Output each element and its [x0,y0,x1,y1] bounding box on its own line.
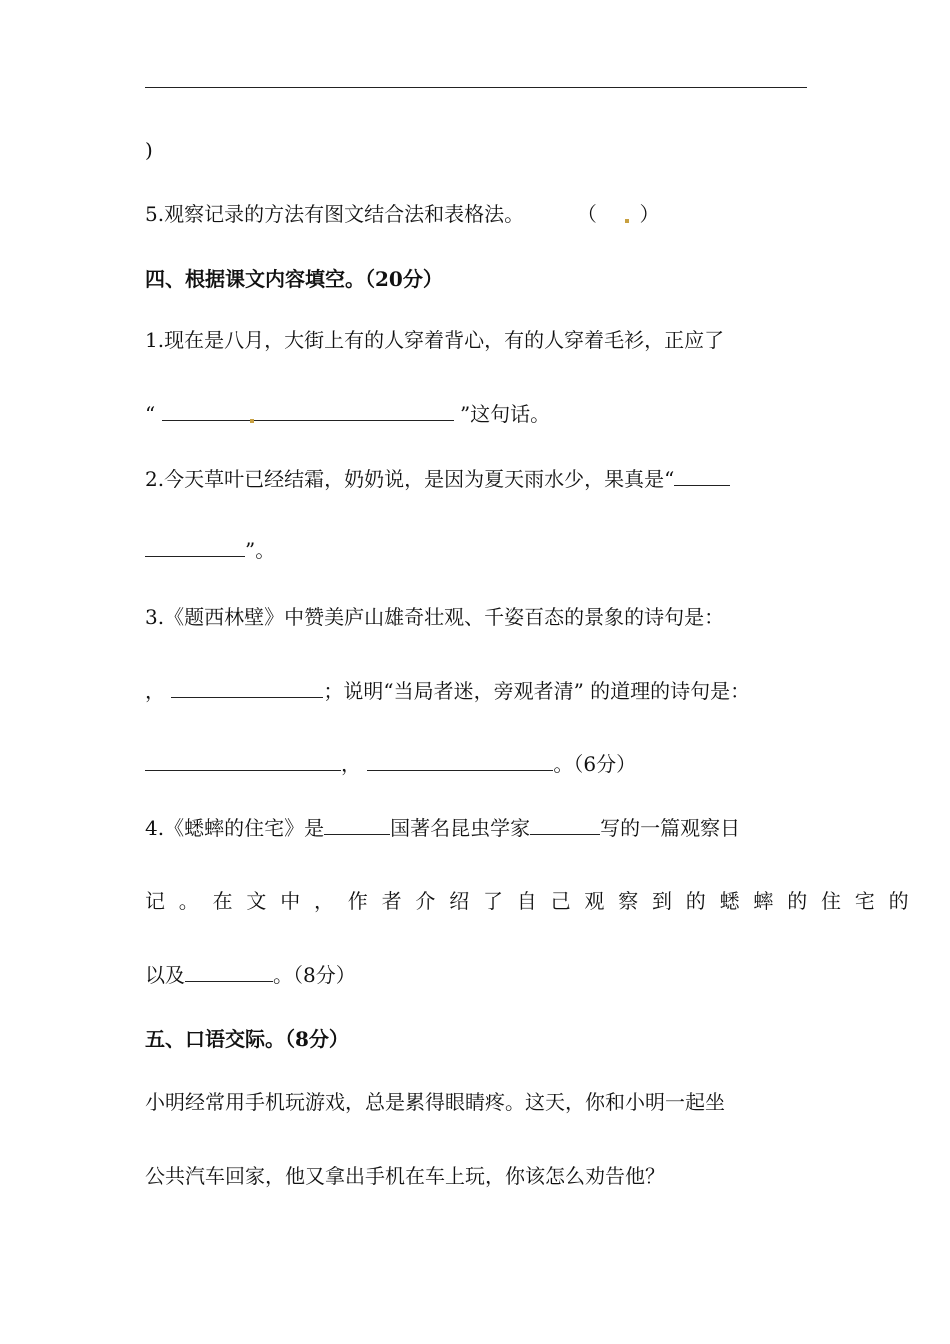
section-4-title: 四、根据课文内容填空。（20分） [145,267,443,291]
question-4-4-line-3 [145,961,815,989]
question-4-1-line-1: 1.现在是八月，大街上有的人穿着背心，有的人穿着毛衫，正应了 [145,328,725,352]
fill-blank-4-3c[interactable] [367,750,553,771]
quote-close: ”这句话。 [459,402,551,426]
fill-blank-4-4b[interactable] [530,814,600,835]
close-paren: ) [145,138,153,162]
score-6: 。（6分） [553,752,637,776]
section-5-title: 五、口语交际。（8分） [145,1027,349,1051]
section-5-line-1: 小明经常用手机玩游戏，总是累得眼睛疼。这天，你和小明一起坐 [145,1090,725,1114]
comma: ， [145,679,165,703]
question-4-2-line-1 [145,465,815,493]
close-paren-line [145,136,815,164]
fill-blank-4-3b[interactable] [145,750,341,771]
question-4-4-text-1: 4.《蟋蟀的住宅》是 [145,816,325,840]
question-4-2-text: 2.今天草叶已经结霜，奶奶说，是因为夏天雨水少，果真是“ [145,467,675,491]
fill-blank-4-2a[interactable] [674,465,730,486]
top-rule [145,87,807,88]
question-4-4-text-4: 以及 [145,963,185,987]
fill-blank-4-1b[interactable] [254,400,454,421]
question-4-2-line-2 [145,536,815,564]
question-4-2-end: ”。 [245,538,276,562]
question-3-5 [145,200,815,228]
score-8: 。（8分） [273,963,356,987]
fill-blank-4-2b[interactable] [145,536,245,557]
question-4-3-line-3 [145,750,815,778]
question-4-3-middle: ；说明“当局者迷，旁观者清” [323,679,584,703]
fill-blank-4-4a[interactable] [324,814,390,835]
question-4-3-tail: 的道理的诗句是： [583,679,751,703]
question-4-3-line-2 [145,677,815,705]
comma-2: ， [341,752,361,776]
fill-blank-4-3a[interactable] [171,677,323,698]
answer-paren-open: （ [576,202,597,226]
question-4-3-line-1: 3.《题西林壁》中赞美庐山雄奇壮观、千姿百态的景象的诗句是： [145,605,725,629]
question-4-4-line-1 [145,814,815,842]
quote-open: “ [145,402,156,426]
section-5-line-2: 公共汽车回家，他又拿出手机在车上玩，你该怎么劝告他？ [145,1164,665,1188]
answer-blank[interactable] [603,200,633,220]
question-4-4-line-2: 记。在文中，作者介绍了自己观察到的蟋蟀的住宅的 [145,889,923,913]
question-4-4-text-2: 国著名昆虫学家 [390,816,531,840]
question-3-5-text: 5.观察记录的方法有图文结合法和表格法。 [145,202,525,226]
fill-blank-4-1a[interactable] [162,400,250,421]
question-4-1-line-2 [145,400,815,428]
fill-blank-4-4c[interactable] [185,961,273,982]
answer-paren-close: ） [639,202,660,226]
question-4-4-text-3: 写的一篇观察日 [600,816,741,840]
